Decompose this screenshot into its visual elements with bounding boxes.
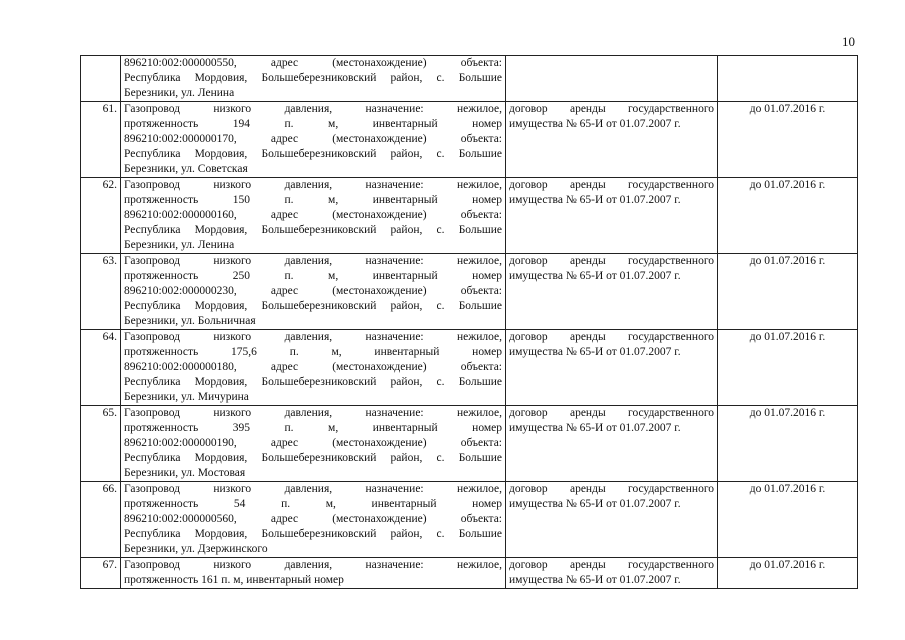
object-description (121, 56, 506, 102)
description-line: 896210:002:000000560, адрес (местонахождение) объекта: (124, 513, 502, 525)
object-description (121, 178, 506, 254)
description-line: Газопровод низкого давления, назначение: нежилое, (124, 483, 502, 495)
object-description (121, 330, 506, 406)
object-description (121, 558, 506, 589)
description-line: Газопровод низкого давления, назначение: нежилое, (124, 103, 502, 115)
description-line: протяженность 395 п. м, инвентарный номер (124, 422, 502, 434)
lease-basis (506, 482, 718, 558)
object-description (121, 254, 506, 330)
basis-line: имущества № 65-И от 01.07.2007 г. (509, 498, 681, 510)
description-line: Газопровод низкого давления, назначение: нежилое, (124, 179, 502, 191)
description-line: 896210:002:000000230, адрес (местонахождение) объекта: (124, 285, 502, 297)
description-line: Березники, ул. Мостовая (124, 467, 246, 479)
description-line: протяженность 54 п. м, инвентарный номер (124, 498, 502, 510)
table-row (81, 406, 858, 482)
basis-line: имущества № 65-И от 01.07.2007 г. (509, 270, 681, 282)
row-number (81, 56, 121, 102)
description-line: 896210:002:000000160, адрес (местонахождение) объекта: (124, 209, 502, 221)
description-line: Республика Мордовия, Большеберезниковский район, с. Большие (124, 224, 502, 236)
basis-line: имущества № 65-И от 01.07.2007 г. (509, 574, 681, 586)
description-line: Березники, ул. Советская (124, 163, 248, 175)
description-line: Газопровод низкого давления, назначение: нежилое, (124, 559, 502, 571)
description-line: 896210:002:000000180, адрес (местонахождение) объекта: (124, 361, 502, 373)
description-line: 896210:002:000000190, адрес (местонахождение) объекта: (124, 437, 502, 449)
basis-line: договор аренды государственного (509, 407, 714, 419)
row-number: 65. (81, 406, 121, 482)
description-line: Березники, ул. Мичурина (124, 391, 249, 403)
object-description (121, 102, 506, 178)
description-line: Березники, ул. Больничная (124, 315, 256, 327)
description-line: протяженность 161 п. м, инвентарный номер (124, 574, 344, 586)
description-line: протяженность 250 п. м, инвентарный номер (124, 270, 502, 282)
description-line: Березники, ул. Ленина (124, 87, 235, 99)
basis-line: имущества № 65-И от 01.07.2007 г. (509, 346, 681, 358)
description-line: Республика Мордовия, Большеберезниковский район, с. Большие (124, 300, 502, 312)
lease-term (718, 56, 858, 102)
lease-term: до 01.07.2016 г. (718, 558, 858, 589)
description-line: протяженность 194 п. м, инвентарный номер (124, 118, 502, 130)
lease-term: до 01.07.2016 г. (718, 482, 858, 558)
basis-line: договор аренды государственного (509, 559, 714, 571)
lease-term: до 01.07.2016 г. (718, 406, 858, 482)
description-line: Республика Мордовия, Большеберезниковский район, с. Большие (124, 148, 502, 160)
row-number: 64. (81, 330, 121, 406)
description-line: 896210:002:000000550, адрес (местонахождение) объекта: (124, 57, 502, 69)
description-line: 896210:002:000000170, адрес (местонахождение) объекта: (124, 133, 502, 145)
description-line: Республика Мордовия, Большеберезниковский район, с. Большие (124, 376, 502, 388)
table-row (81, 482, 858, 558)
basis-line: имущества № 65-И от 01.07.2007 г. (509, 194, 681, 206)
description-line: Газопровод низкого давления, назначение: нежилое, (124, 407, 502, 419)
lease-basis (506, 254, 718, 330)
description-line: Республика Мордовия, Большеберезниковский район, с. Большие (124, 528, 502, 540)
row-number: 63. (81, 254, 121, 330)
table-row (81, 178, 858, 254)
table-body (81, 56, 858, 589)
lease-basis (506, 558, 718, 589)
description-line: протяженность 150 п. м, инвентарный номер (124, 194, 502, 206)
lease-term: до 01.07.2016 г. (718, 178, 858, 254)
table-row (81, 330, 858, 406)
lease-term: до 01.07.2016 г. (718, 254, 858, 330)
row-number: 62. (81, 178, 121, 254)
description-line: Газопровод низкого давления, назначение: нежилое, (124, 331, 502, 343)
basis-line: имущества № 65-И от 01.07.2007 г. (509, 422, 681, 434)
lease-basis (506, 406, 718, 482)
basis-line: договор аренды государственного (509, 331, 714, 343)
object-description (121, 406, 506, 482)
lease-basis (506, 178, 718, 254)
property-registry-table (80, 55, 858, 589)
basis-line: договор аренды государственного (509, 103, 714, 115)
description-line: Газопровод низкого давления, назначение: нежилое, (124, 255, 502, 267)
basis-line: имущества № 65-И от 01.07.2007 г. (509, 118, 681, 130)
description-line: Республика Мордовия, Большеберезниковский район, с. Большие (124, 72, 502, 84)
lease-basis (506, 56, 718, 102)
basis-line: договор аренды государственного (509, 483, 714, 495)
object-description (121, 482, 506, 558)
row-number: 61. (81, 102, 121, 178)
basis-line: договор аренды государственного (509, 179, 714, 191)
description-line: протяженность 175,6 п. м, инвентарный номер (124, 346, 502, 358)
table-row (81, 102, 858, 178)
basis-line: договор аренды государственного (509, 255, 714, 267)
table-row (81, 558, 858, 589)
lease-basis (506, 330, 718, 406)
row-number: 66. (81, 482, 121, 558)
table-row (81, 56, 858, 102)
page-number: 10 (842, 34, 855, 49)
description-line: Республика Мордовия, Большеберезниковский район, с. Большие (124, 452, 502, 464)
lease-term: до 01.07.2016 г. (718, 102, 858, 178)
table-row (81, 254, 858, 330)
lease-basis (506, 102, 718, 178)
description-line: Березники, ул. Ленина (124, 239, 235, 251)
description-line: Березники, ул. Дзержинского (124, 543, 268, 555)
lease-term: до 01.07.2016 г. (718, 330, 858, 406)
row-number: 67. (81, 558, 121, 589)
